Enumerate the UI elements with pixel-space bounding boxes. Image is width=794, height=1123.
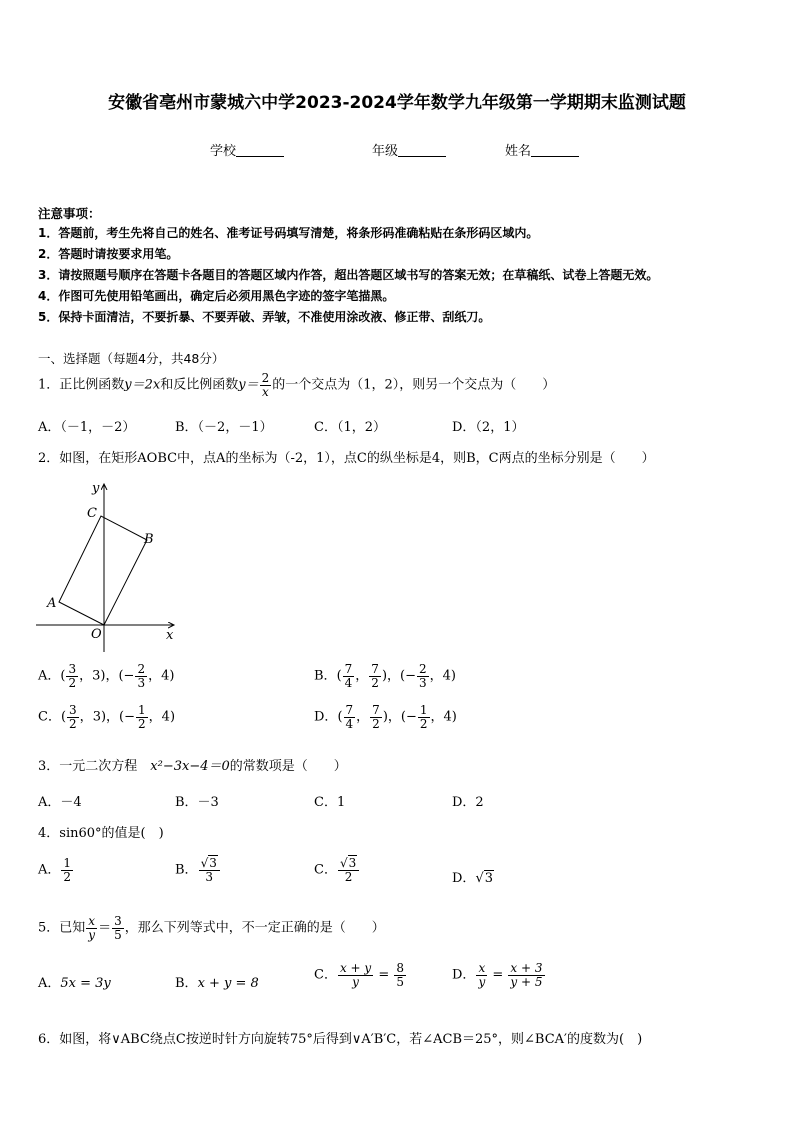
num: 2 [418,662,427,676]
option-label: B． [314,668,337,684]
den: 3 [418,675,427,690]
q4-option-b[interactable] [175,857,221,883]
value: 3 [92,668,101,684]
equals: = [488,967,508,983]
q1-option-c[interactable]: C．（1，2） [314,420,386,435]
label-x: x [166,628,174,643]
fraction [394,962,406,988]
option-label: D． [452,871,476,886]
num: x + 3 [508,962,544,976]
note-item: 2．答题时请按要求用笔。 [38,247,179,261]
fraction [61,857,73,883]
option-label: D． [452,967,476,983]
fraction [67,704,79,730]
question-5 [38,915,385,941]
q3-pre: 3．一元二次方程 [38,759,151,774]
q1-eq1: y＝2x [124,377,161,393]
q3-option-c[interactable]: C．1 [314,795,346,810]
question-2: 2．如图，在矩形AOBC中，点A的坐标为（-2，1），点C的纵坐标是4，则B，C两点的坐标分别是（ ） [38,451,655,466]
sqrt: √3 [339,856,357,870]
option-label: C． [314,862,337,878]
equals: ＝ [98,920,112,936]
note-item: 5．保持卡面清洁，不要折暴、不要弄破、弄皱，不准使用涂改液、修正带、刮纸刀。 [38,310,491,324]
name-blank[interactable] [531,144,579,157]
den: y [478,974,486,989]
label-o: O [91,627,102,642]
q3-option-a[interactable]: A．－4 [38,795,82,810]
fraction [418,704,430,730]
option-label: C． [314,967,337,983]
fraction [86,915,97,941]
q3-post: 的常数项是（ ） [229,759,347,774]
num: 1 [138,703,146,717]
den: 2 [69,716,77,731]
rectangle-aobc [59,516,147,625]
option-label: C． [38,709,61,725]
q2-option-d[interactable]: D．( $\frac{7}{4}$ ， $\frac{7}{2}$ )，(− $\frac{1}{2}$ ，4) [314,703,457,731]
option-expression: x + y = 8 [197,976,259,991]
fraction [199,857,220,883]
school-label: 学校 [210,144,237,159]
value: 4 [161,668,170,684]
option-label: D． [314,709,338,725]
den: y + 5 [510,974,543,989]
fraction [370,704,382,730]
fraction [476,962,487,988]
den: 4 [344,675,353,690]
note-item: 4．作图可先使用铅笔画出，确定后必须用黑色字迹的签字笔描黑。 [38,289,395,303]
num: 3 [114,914,122,928]
den: 2 [419,716,428,731]
school-field [210,140,284,159]
num: 7 [344,662,353,676]
den: y [352,974,359,989]
q3-option-d[interactable]: D．2 [452,795,484,810]
grade-field [372,140,446,159]
q2-option-b[interactable]: B．( $\frac{7}{4}$ ， $\frac{7}{2}$ )，(− $\frac{2}{3}$ ，4) [314,662,456,690]
num: 1 [63,856,72,870]
page-title: 安徽省亳州市蒙城六中学2023-2024学年数学九年级第一学期期末监测试题 [108,93,686,113]
q5-post: ，那么下列等式中，不一定正确的是（ ） [124,920,385,936]
den: 3 [205,869,214,884]
sqrt: √3 [475,871,494,886]
q4-option-a[interactable] [38,857,74,883]
den: 2 [63,869,72,884]
option-label: B． [175,862,198,878]
name-field [505,140,579,159]
num: 8 [396,961,404,975]
num: x [88,914,96,928]
value: 4 [442,668,451,684]
fraction [344,704,356,730]
num: 3 [68,662,77,676]
den: 2 [372,716,380,731]
den: 4 [345,716,354,731]
den: 2 [344,869,353,884]
school-blank[interactable] [236,144,284,157]
grade-label: 年级 [372,144,399,159]
den: 3 [137,675,146,690]
sqrt: √3 [200,856,217,870]
q5-option-d[interactable] [452,962,546,988]
q1-pre: 1．正比例函数 [38,377,125,393]
value: 4 [443,709,452,725]
num: 7 [372,703,380,717]
radicand: 3 [348,856,357,870]
q1-option-d[interactable]: D．（2，1） [452,420,525,435]
name-label: 姓名 [505,144,532,159]
den: 5 [114,927,122,942]
fraction [338,962,373,988]
q4-option-d[interactable] [452,867,494,886]
q1-fraction-num: 2 [261,371,270,385]
num: 2 [137,662,146,676]
den: 5 [396,974,404,989]
den: 2 [371,675,379,690]
q1-post: 的一个交点为（1，2），则另一个交点为（ ） [272,377,556,393]
section-heading: 一、选择题（每题4分，共48分） [38,351,225,366]
num: 7 [345,703,354,717]
q1-fraction [260,372,272,398]
fraction [417,663,429,689]
grade-blank[interactable] [398,144,446,157]
option-label: A． [38,862,61,878]
num: 1 [419,703,428,717]
den: 2 [68,675,77,690]
question-6: 6．如图，将∨ABC绕点C按逆时针方向旋转75°后得到∨A′B′C，若∠ACB＝25°，则∠BCA′的度数为( ) [38,1032,643,1047]
question-4: 4．sin60°的值是( ) [38,826,164,841]
equals: = [374,967,394,983]
fraction [136,704,148,730]
option-label: A． [38,976,61,991]
num: 7 [371,662,379,676]
label-a: A [47,596,57,611]
fraction [135,663,147,689]
label-b: B [144,532,154,547]
q1-eq2-lhs: y＝ [238,377,259,393]
q2-option-c[interactable]: C．( $\frac{3}{2}$ ，3)，(− $\frac{1}{2}$ ，4) [38,703,176,731]
q3-equation: x²−3x−4＝0 [150,759,230,774]
radicand: 3 [209,856,217,870]
note-item: 1．答题前，考生先将自己的姓名、准考证号码填写清楚，将条形码准确粘贴在条形码区域内。 [38,226,539,240]
radicand: 3 [484,871,494,886]
label-y: y [92,481,100,496]
num: x [478,961,486,975]
note-item: 3．请按照题号顺序在答题卡各题目的答题区域内作答，超出答题区域书写的答案无效；在草稿纸、试卷上答题无效。 [38,268,659,282]
den: y [88,927,96,942]
q1-fraction-den: x [262,384,269,399]
question-3 [38,755,347,774]
notes-heading: 注意事项： [38,206,101,221]
q1-option-a[interactable]: A．（－1，－2） [38,420,136,435]
q2-option-a[interactable]: A．( $\frac{3}{2}$ ，3)，(− $\frac{2}{3}$ ，4) [38,662,175,690]
q5-option-a[interactable] [38,972,111,991]
value: 4 [161,709,170,725]
fraction [112,915,124,941]
fraction [508,962,544,988]
q1-option-b[interactable]: B．（－2，－1） [175,420,273,435]
fraction [66,663,78,689]
q5-option-c[interactable] [314,962,407,988]
label-c: C [87,506,97,521]
fraction [338,857,359,883]
question-1 [38,372,555,398]
q1-mid: 和反比例函数 [160,377,239,393]
q4-option-c[interactable] [314,857,360,883]
q5-pre: 5．已知 [38,920,86,936]
q2-figure [34,476,184,656]
option-label: A． [38,668,61,684]
q3-option-b[interactable]: B．－3 [175,795,219,810]
fraction [369,663,381,689]
den: 2 [138,716,146,731]
option-expression: 5x = 3y [60,976,111,991]
num: x + y [339,961,372,975]
num: 3 [69,703,77,717]
fraction [343,663,355,689]
option-label: B． [175,976,198,991]
q5-option-b[interactable] [175,972,259,991]
value: 3 [92,709,101,725]
